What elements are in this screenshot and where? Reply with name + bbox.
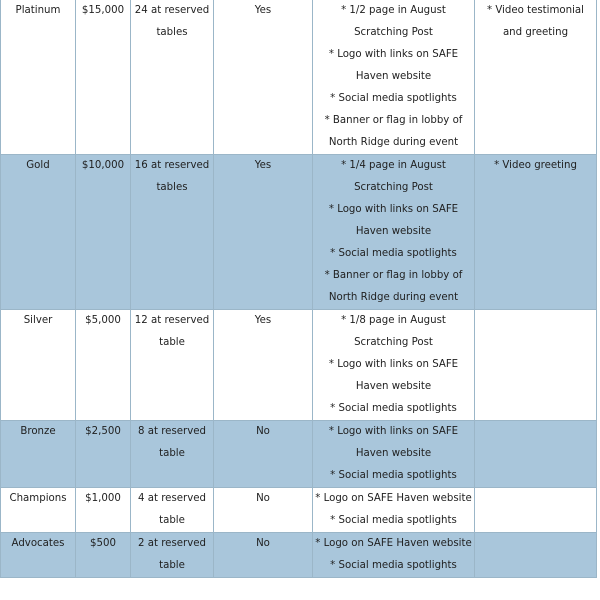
table-row	[1, 533, 597, 578]
sponsor-level-cell: Advocates	[1, 533, 76, 578]
benefits-cell	[313, 533, 475, 578]
sponsor-level-cell: Platinum	[1, 0, 76, 155]
video-cell	[475, 533, 597, 578]
reserved-tables-cell: 2 at reserved table	[131, 533, 214, 578]
benefit-item: * Social media spotlights	[330, 403, 457, 414]
included-cell: No	[214, 488, 313, 533]
reserved-tables-cell: 24 at reserved tables	[131, 0, 214, 155]
sponsor-amount-cell: $500	[76, 533, 131, 578]
sponsor-level-cell: Silver	[1, 310, 76, 421]
video-cell	[475, 421, 597, 488]
benefit-item: * Social media spotlights	[330, 515, 457, 526]
table-row	[1, 421, 597, 488]
benefits-cell	[313, 310, 475, 421]
sponsor-level-cell: Bronze	[1, 421, 76, 488]
sponsorship-table-body	[1, 0, 597, 578]
included-cell: Yes	[214, 0, 313, 155]
benefits-cell	[313, 155, 475, 310]
benefit-item: * Logo with links on SAFE Haven website	[328, 204, 459, 237]
benefit-item: * Social media spotlights	[330, 470, 457, 481]
reserved-tables-cell: 4 at reserved table	[131, 488, 214, 533]
included-cell: No	[214, 533, 313, 578]
table-row	[1, 155, 597, 310]
sponsor-amount-cell: $5,000	[76, 310, 131, 421]
table-row	[1, 0, 597, 155]
table-row	[1, 488, 597, 533]
benefit-item: * Logo on SAFE Haven website	[315, 493, 472, 504]
video-cell	[475, 310, 597, 421]
benefit-item: * 1/4 page in August Scratching Post	[341, 160, 446, 193]
included-cell: No	[214, 421, 313, 488]
benefits-cell	[313, 0, 475, 155]
video-cell: * Video testimonial and greeting	[475, 0, 597, 155]
sponsor-amount-cell: $15,000	[76, 0, 131, 155]
benefit-item: * Social media spotlights	[330, 560, 457, 571]
reserved-tables-cell: 16 at reserved tables	[131, 155, 214, 310]
benefit-item: * Social media spotlights	[330, 248, 457, 259]
benefits-cell	[313, 488, 475, 533]
benefit-item: * Logo with links on SAFE Haven website	[328, 359, 459, 392]
video-cell: * Video greeting	[475, 155, 597, 310]
benefit-item: * Social media spotlights	[330, 93, 457, 104]
included-cell: Yes	[214, 310, 313, 421]
included-cell: Yes	[214, 155, 313, 310]
benefit-item: * Logo with links on SAFE Haven website	[328, 49, 459, 82]
benefit-item: * 1/8 page in August Scratching Post	[341, 315, 446, 348]
reserved-tables-cell: 12 at reserved table	[131, 310, 214, 421]
sponsor-amount-cell: $1,000	[76, 488, 131, 533]
sponsor-level-cell: Gold	[1, 155, 76, 310]
benefit-item: * Banner or flag in lobby of North Ridge during event	[324, 115, 463, 148]
benefit-item: * Banner or flag in lobby of North Ridge during event	[324, 270, 463, 303]
table-row	[1, 310, 597, 421]
reserved-tables-cell: 8 at reserved table	[131, 421, 214, 488]
benefit-item: * Logo on SAFE Haven website	[315, 538, 472, 549]
sponsor-amount-cell: $2,500	[76, 421, 131, 488]
sponsor-level-cell: Champions	[1, 488, 76, 533]
benefits-cell	[313, 421, 475, 488]
video-cell	[475, 488, 597, 533]
sponsor-amount-cell: $10,000	[76, 155, 131, 310]
benefit-item: * 1/2 page in August Scratching Post	[341, 5, 446, 38]
benefit-item: * Logo with links on SAFE Haven website	[328, 426, 459, 459]
